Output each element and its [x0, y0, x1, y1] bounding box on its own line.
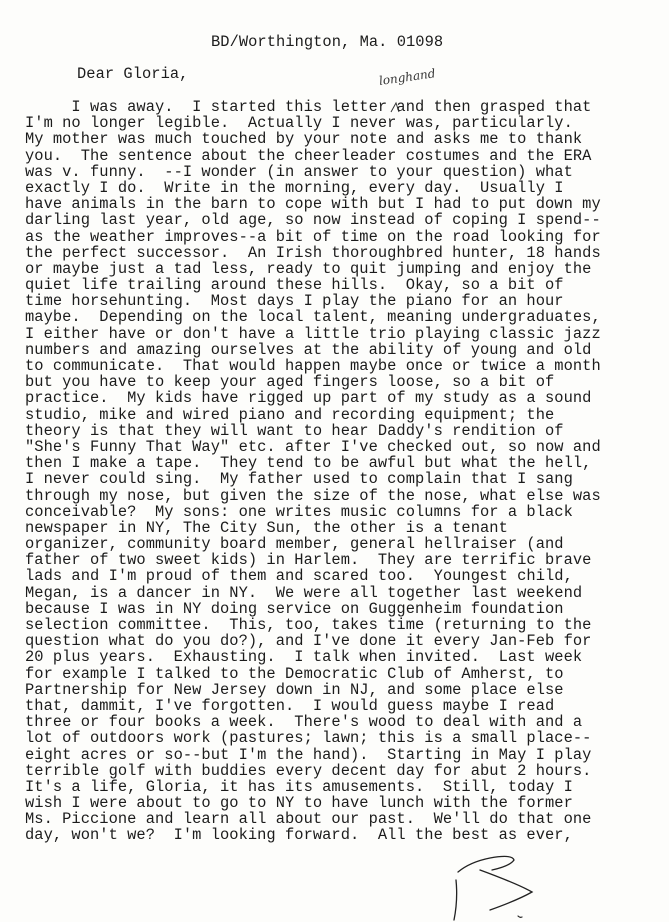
- letter-line: that, dammit, I've forgotten. I would guess maybe I read: [25, 696, 555, 715]
- salutation: Dear Gloria,: [77, 65, 189, 83]
- letter-line: the perfect successor. An Irish thoroughbred hunter, 18 hands: [25, 243, 601, 262]
- letter-line: three or four books a week. There's wood to deal with and a: [25, 713, 583, 732]
- letter-line: conceivable? My sons: one writes music columns for a black: [25, 502, 573, 521]
- letter-line: Megan, is a dancer in NY. We were all together last weekend: [25, 583, 583, 602]
- letter-line: but you have to keep your aged fingers loose, so a bit of: [25, 373, 555, 392]
- letter-line: I either have or don't have a little trio playing classic jazz: [25, 324, 601, 343]
- letter-line: My mother was much touched by your note and asks me to thank: [25, 130, 583, 149]
- letter-line: or maybe just a tad less, ready to quit jumping and enjoy the: [25, 259, 592, 278]
- letter-line: quiet life trailing around these hills. Okay, so a bit of: [25, 276, 564, 295]
- letter-line: as the weather improves--a bit of time on the road looking for: [25, 227, 601, 246]
- letter-line: Partnership for New Jersey down in NJ, and some place else: [25, 680, 564, 699]
- letter-line: It's a life, Gloria, it has its amusements. Still, today I: [25, 777, 573, 796]
- letter-line: lads and I'm proud of them and scared too. Youngest child,: [25, 567, 573, 586]
- letter-body: [25, 99, 657, 844]
- letter-line: through my nose, but given the size of the nose, what else was: [25, 486, 601, 505]
- letter-line: Ms. Piccione and learn all about our past. We'll do that one: [25, 810, 592, 829]
- letter-line: newspaper in NY, The City Sun, the other is a tenant: [25, 518, 508, 537]
- letter-line: 20 plus years. Exhausting. I talk when invited. Last week: [25, 648, 583, 667]
- letter-line: practice. My kids have rigged up part of my study as a sound: [25, 389, 592, 408]
- letter-line: studio, mike and wired piano and recording equipment; the: [25, 405, 555, 424]
- signature: [440, 840, 560, 922]
- sender-address: BD/Worthington, Ma. 01098: [211, 33, 444, 51]
- letter-line: have animals in the barn to cope with but I had to put down my: [25, 195, 601, 214]
- letter-line: father of two sweet kids) in Harlem. They are terrific brave: [25, 551, 592, 570]
- letter-line: lot of outdoors work (pastures; lawn; this is a small place--: [25, 729, 592, 748]
- letter-line: darling last year, old age, so now instead of coping I spend--: [25, 211, 601, 230]
- letter-line: was v. funny. --I wonder (in answer to your question) what: [25, 162, 573, 181]
- letter-line: for example I talked to the Democratic Club of Amherst, to: [25, 664, 564, 683]
- letter-line: selection committee. This, too, takes time (returning to the: [25, 616, 592, 634]
- letter-line: question what do you do?), and I've done it every Jan-Feb for: [25, 632, 592, 651]
- letter-line: theory is that they will want to hear Daddy's rendition of: [25, 421, 564, 440]
- letter-line: you. The sentence about the cheerleader costumes and the ERA: [25, 146, 592, 165]
- handwritten-insert: longhand: [378, 66, 437, 88]
- letter-line: I was away. I started this letter and then grasped that: [25, 98, 592, 116]
- letter-line: organizer, community board member, general hellraiser (and: [25, 535, 564, 554]
- letter-line: I never could sing. My father used to complain that I sang: [25, 470, 573, 489]
- letter-line: because I was in NY doing service on Guggenheim foundation: [25, 599, 564, 618]
- letter-line: then I make a tape. They tend to be awful but what the hell,: [25, 454, 592, 473]
- letter-line: time horsehunting. Most days I play the piano for an hour: [25, 292, 564, 311]
- letter-line: wish I were about to go to NY to have lunch with the former: [25, 794, 573, 813]
- letter-line: eight acres or so--but I'm the hand). Starting in May I play: [25, 745, 592, 764]
- letter-line: exactly I do. Write in the morning, every day. Usually I: [25, 178, 564, 197]
- letter-line: to communicate. That would happen maybe once or twice a month: [25, 357, 601, 375]
- letter-line: "She's Funny That Way" etc. after I've checked out, so now and: [25, 437, 601, 456]
- letter-line: numbers and amazing ourselves at the ability of young and old: [25, 340, 592, 359]
- letter-line: day, won't we? I'm looking forward. All the best as ever,: [25, 826, 573, 845]
- letter-line: I'm no longer legible. Actually I never was, particularly.: [25, 114, 573, 133]
- letter-line: maybe. Depending on the local talent, meaning undergraduates,: [25, 308, 601, 327]
- letter-line: terrible golf with buddies every decent day for abut 2 hours.: [25, 761, 592, 780]
